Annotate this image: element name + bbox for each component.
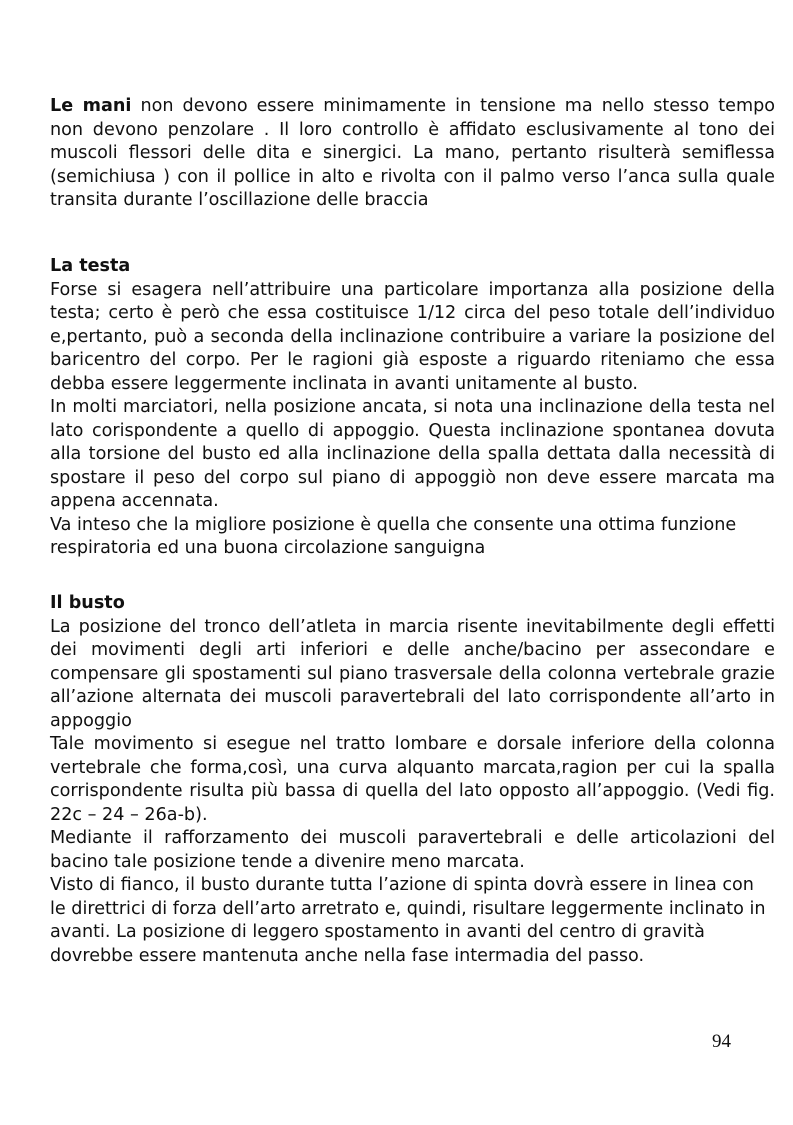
heading-testa: La testa (50, 256, 131, 276)
paragraph-testa-2: In molti marciatori, nella posizione ancata, si nota una inclinazione della testa nel lato corispondente a quello di appoggio. Questa inclinazione spontanea dovuta alla torsione del busto ed alla inclinazione della spalla dettata dalla necessità di spostare il peso del corpo sul piano di appoggiò non deve essere marcata ma appena accennata. (50, 397, 775, 511)
paragraph-mani-text: non devono essere minimamente in tensione ma nello stesso tempo non devono penzolare . Il loro controllo è affidato esclusivamente al tono dei muscoli flessori delle dita e sinergici. La mano, pertanto risulterà semiflessa (semichiusa ) con il pollice in alto e rivolta con il palmo verso l’anca sulla quale transita durante l’oscillazione delle braccia (50, 96, 776, 210)
paragraph-testa-1: Forse si esagera nell’attribuire una particolare importanza alla posizione della testa; certo è però che essa costituisce 1/12 circa del peso totale dell’individuo e,pertanto, può a seconda della inclinazione contribuire a variare la posizione del baricentro del corpo. Per le ragioni già esposte a riguardo riteniamo che essa debba essere leggermente inclinata in avanti unitamente al busto. (50, 279, 775, 394)
section-busto (50, 592, 775, 968)
section-mani (50, 95, 775, 213)
paragraph-busto-2: Tale movimento si esegue nel tratto lombare e dorsale inferiore della colonna vertebrale che forma,così, una curva alquanto marcata,ragion per cui la spalla corrispondente risulta più bassa di quella del lato opposto all’appoggio. (Vedi fig. 22c – 24 – 26a-b). (50, 734, 775, 825)
lead-mani: Le mani (50, 96, 132, 116)
heading-busto: Il busto (50, 593, 125, 613)
section-testa (50, 255, 775, 561)
paragraph-busto-3: Mediante il rafforzamento dei muscoli paravertebrali e delle articolazioni del bacino tale posizione tende a divenire meno marcata. (50, 828, 775, 872)
page-number: 94 (712, 1031, 731, 1052)
paragraph-busto-4: Visto di fianco, il busto durante tutta l’azione di spinta dovrà essere in linea con le direttrici di forza dell’arto arretrato e, quindi, risultare leggermente inclinato in avanti. La posizione di leggero spostamento in avanti del centro di gravità dovrebbe essere mantenuta anche nella fase intermadia del passo. (50, 875, 766, 966)
paragraph-testa-3: Va inteso che la migliore posizione è quella che consente una ottima funzione respiratoria ed una buona circolazione sanguigna (50, 514, 737, 558)
paragraph-mani (50, 95, 775, 213)
paragraph-busto-1: La posizione del tronco dell’atleta in marcia risente inevitabilmente degli effetti dei movimenti degli arti inferiori e delle anche/bacino per assecondare e compensare gli spostamenti sul piano trasversale della colonna vertebrale grazie all’azione alternata dei muscoli paravertebrali del lato corrispondente all’arto in appoggio (50, 616, 775, 731)
